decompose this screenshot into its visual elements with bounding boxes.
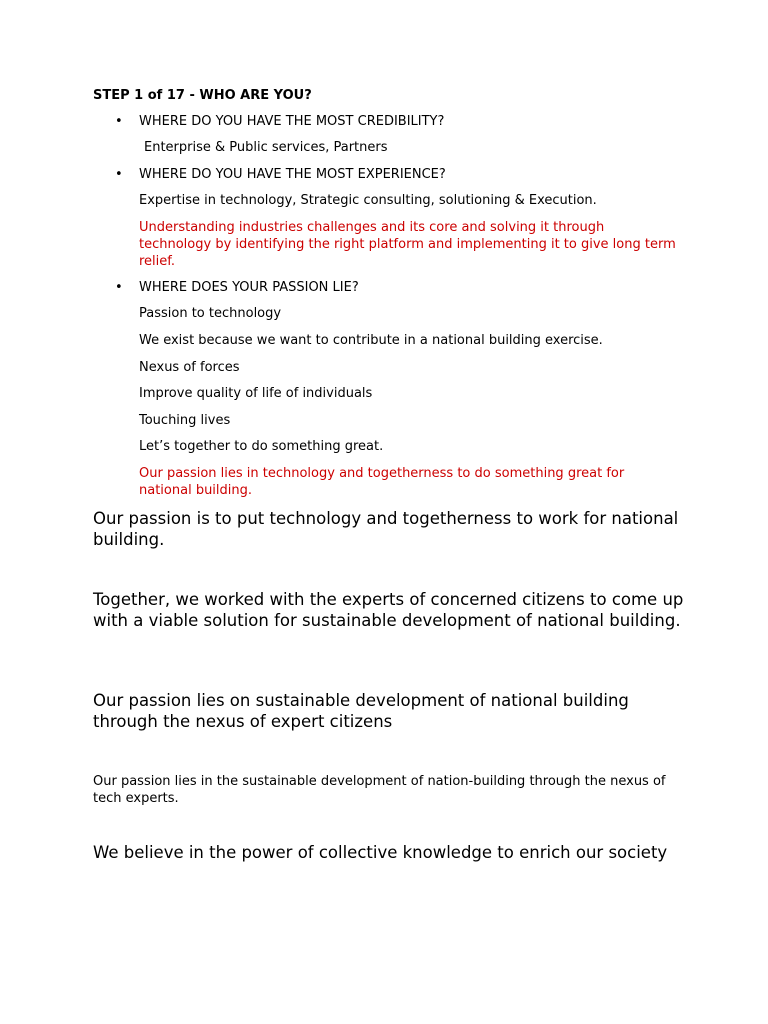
summary-passion: Our passion lies in technology and togetherness to do something great for national building. xyxy=(139,466,625,498)
bullet-icon: • xyxy=(115,280,123,295)
summary-experience: Understanding industries challenges and its core and solving it through technology by identifying the right platform and implementing it to give long term relief. xyxy=(139,220,676,269)
statement-4: Our passion lies in the sustainable development of nation-building through the nexus of tech experts. xyxy=(93,774,666,806)
statement-5: We believe in the power of collective knowledge to enrich our society xyxy=(93,843,668,862)
question-credibility: WHERE DO YOU HAVE THE MOST CREDIBILITY? xyxy=(139,114,445,129)
step-heading: STEP 1 of 17 - WHO ARE YOU? xyxy=(93,88,312,103)
answer-passion-4: Improve quality of life of individuals xyxy=(139,386,373,401)
answer-experience: Expertise in technology, Strategic consulting, solutioning & Execution. xyxy=(139,193,597,208)
answer-passion-6: Let’s together to do something great. xyxy=(139,439,384,454)
answer-passion-5: Touching lives xyxy=(139,413,231,428)
statement-3: Our passion lies on sustainable development of national building through the nexus of expert citizens xyxy=(93,691,629,731)
question-experience: WHERE DO YOU HAVE THE MOST EXPERIENCE? xyxy=(139,167,446,182)
answer-passion-2: We exist because we want to contribute in a national building exercise. xyxy=(139,333,603,348)
bullet-icon: • xyxy=(115,167,123,182)
bullet-icon: • xyxy=(115,114,123,129)
answer-passion-3: Nexus of forces xyxy=(139,360,240,375)
statement-2: Together, we worked with the experts of concerned citizens to come up with a viable solution for sustainable development of national building. xyxy=(93,590,684,630)
answer-credibility: Enterprise & Public services, Partners xyxy=(144,140,388,155)
question-passion: WHERE DOES YOUR PASSION LIE? xyxy=(139,280,359,295)
answer-passion-1: Passion to technology xyxy=(139,306,282,321)
statement-1: Our passion is to put technology and togetherness to work for national building. xyxy=(93,509,679,549)
